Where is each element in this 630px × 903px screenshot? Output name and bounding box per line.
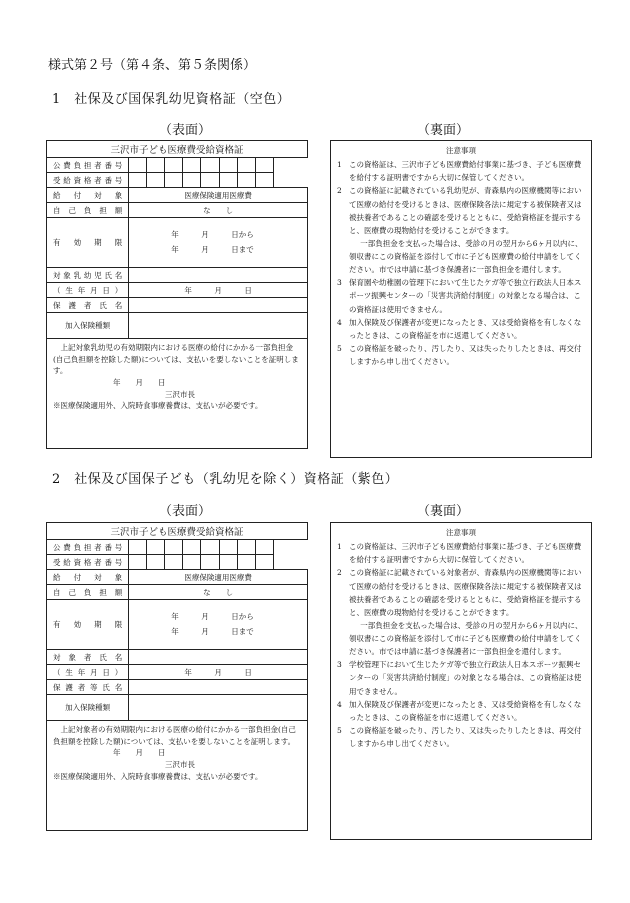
section-2-title: 2 社保及び国保子ども（乳幼児を除く）資格証（紫色） [52,472,399,487]
validity-period-label: 有効期限 [47,600,129,650]
section-2-notes [330,522,592,840]
copay-value: な し [129,203,308,218]
public-payer-number-label: 公費負担者番号 [47,158,129,173]
recipient-number-label: 受給資格者番号 [47,173,129,188]
insurance-type-label: 加入保険種類 [47,313,129,339]
section-1-notes [330,140,592,458]
certification-statement: 上記対象者の有効期限内における医療の給付にかかる一部負担金(自己負担額を控除した額)については、支払いを要しないことを証明します。 [53,725,296,746]
guardian-name-label: 保護者等氏名 [47,680,129,695]
section-1-front-label: （表面） [158,123,211,138]
validity-from: 年 月 日から [171,230,254,240]
notes-heading: 注意事項 [446,528,476,537]
birthdate-label: （生年月日） [47,665,129,680]
note-item: 4 加入保険及び保護者が変更になったとき、又は受給資格を有しなくなったときは、この資格証を市に返還してください。 [337,699,582,722]
note-item: 5 この資格証を破ったり、汚したり、又は失ったりしたときは、再交付しますから申し出てください。 [337,725,582,748]
note-item: 1 この資格証は、三沢市子ども医療費給付事業に基づき、子ども医療費を給付する証明書ですから大切に保管してください。 [337,160,582,183]
certificate-footer [47,339,308,449]
note-item: 一部負担金を支払った場合は、受診の月の翌月から6ヶ月以内に、領収書にこの資格証を添付して市に子ども医療費の給付申請をしてください。市では申請に基づき保護者に一部負担金を還付します。 [349,238,583,275]
public-payer-number-label: 公費負担者番号 [47,540,129,555]
section-1-title: 1 社保及び国保乳幼児資格証（空色） [52,92,291,107]
child-name-label: 対象乳幼児氏名 [47,268,129,283]
benefit-target-value: 医療保険適用医療費 [129,188,308,203]
issue-date: 年 月 日 [113,377,166,387]
copay-value: な し [129,585,308,600]
payment-note: ※医療保険適用外、入院時食事療養費は、支払いが必要です。 [53,401,263,411]
note-item: 一部負担金を支払った場合は、受診の月の翌月から6ヶ月以内に、領収書にこの資格証を添付して市に子ども医療費の給付申請をしてください。市では申請に基づき保護者に一部負担金を還付します。 [349,620,583,657]
section-2-certificate [46,522,308,831]
section-1-certificate [46,140,308,449]
copay-label: 自己負担額 [47,585,129,600]
validity-to: 年 月 日まで [171,626,254,636]
note-item: 3 保育園や幼稚園の管理下において生じたケガ等で独立行政法人日本スポーツ振興センターの「災害共済給付制度」の対象となる場合は、この資格証は使用できません。 [337,278,582,314]
insurance-type-label: 加入保険種類 [47,695,129,721]
note-item: 2 この資格証に記載されている対象者が、青森県内の医療機関等において医療の給付を受けるときは、医療保険各法に規定する被保険者又は被扶養者であることの確認を受けるとともに、受給資格証を提示すると、医療費の現物給付を受けることができます。 [337,568,582,617]
certificate-title: 三沢市子ども医療費受給資格証 [47,141,308,158]
section-2-front-label: （表面） [158,504,211,519]
mayor-signature: 三沢市長 [165,759,195,769]
birthdate-value: 年 月 日 [129,665,308,680]
validity-to: 年 月 日まで [171,244,254,254]
note-item: 1 この資格証は、三沢市子ども医療費給付事業に基づき、子ども医療費を給付する証明書ですから大切に保管してください。 [337,542,582,565]
benefit-target-value: 医療保険適用医療費 [129,570,308,585]
certificate-footer [47,721,308,831]
certificate-title: 三沢市子ども医療費受給資格証 [47,523,308,540]
birthdate-label: （生年月日） [47,283,129,298]
subject-name-label: 対象者氏名 [47,650,129,665]
guardian-name-label: 保護者氏名 [47,298,129,313]
note-item: 5 この資格証を破ったり、汚したり、又は失ったりしたときは、再交付しますから申し出てください。 [337,343,582,366]
form-title: 様式第２号（第４条、第５条関係） [48,58,257,73]
recipient-number-label: 受給資格者番号 [47,555,129,570]
mayor-signature: 三沢市長 [165,389,195,399]
benefit-target-label: 給付対象 [47,188,129,203]
note-item: 3 学校管理下において生じたケガ等で独立行政法人日本スポーツ振興センターの「災害共済給付制度」の対象となる場合は、この資格証は使用できません。 [337,660,582,696]
section-1-back-label: （裏面） [416,123,469,138]
section-2-back-label: （裏面） [416,504,469,519]
validity-period-label: 有効期限 [47,218,129,268]
note-item: 4 加入保険及び保護者が変更になったとき、又は受給資格を有しなくなったときは、この資格証を市に返還してください。 [337,317,582,340]
payment-note: ※医療保険適用外、入院時食事療養費は、支払いが必要です。 [53,771,263,781]
birthdate-value: 年 月 日 [129,283,308,298]
notes-heading: 注意事項 [446,146,476,155]
copay-label: 自己負担額 [47,203,129,218]
certification-statement: 上記対象乳幼児の有効期限内における医療の給付にかかる一部負担金(自己負担額を控除した額)については、支払いを要しないことを証明します。 [53,343,299,376]
issue-date: 年 月 日 [113,748,166,758]
note-item: 2 この資格証に記載されている乳幼児が、青森県内の医療機関等において医療の給付を受けるときは、医療保険各法に規定する被保険者又は被扶養者であることの確認を受けるとともに、受給資格証を提示すると、医療費の現物給付を受けることができます。 [337,186,582,235]
benefit-target-label: 給付対象 [47,570,129,585]
validity-from: 年 月 日から [171,612,254,622]
